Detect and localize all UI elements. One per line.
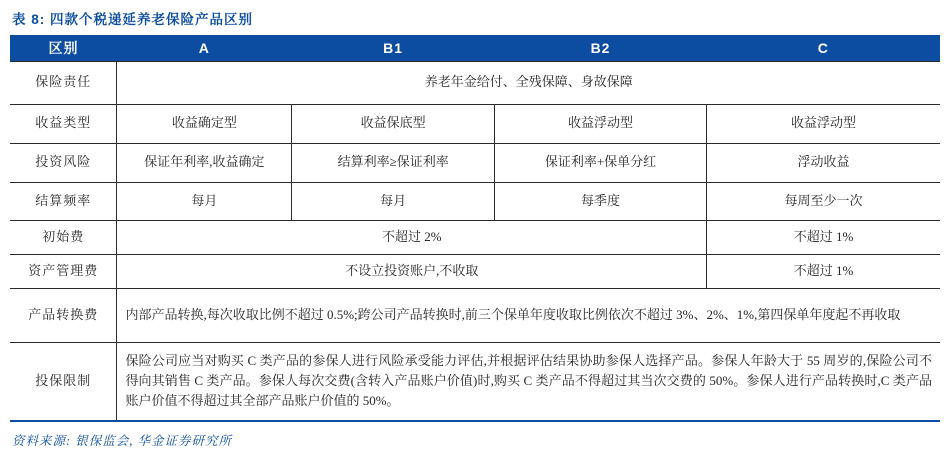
cell-settle-c: 每周至少一次	[707, 182, 940, 220]
cell-risk-b1: 结算利率≥保证利率	[292, 143, 495, 182]
cell-return-a: 收益确定型	[117, 104, 292, 143]
cell-risk-b2: 保证利率+保单分红	[495, 143, 707, 182]
header-cell-b1: B1	[292, 35, 495, 61]
row-label-initial-fee: 初始费	[10, 220, 117, 254]
cell-return-c: 收益浮动型	[707, 104, 940, 143]
cell-settle-b2: 每季度	[495, 182, 707, 220]
header-cell-b2: B2	[495, 35, 707, 61]
row-label-restriction: 投保限制	[10, 342, 117, 420]
row-restriction	[10, 342, 940, 420]
cell-return-b2: 收益浮动型	[495, 104, 707, 143]
row-return-type	[10, 104, 940, 143]
table-title: 表 8: 四款个税递延养老保险产品区别	[12, 12, 254, 27]
cell-conversion-fee-all: 内部产品转换,每次收取比例不超过 0.5%;跨公司产品转换时,前三个保单年度收取比例依次不超过 3%、2%、1%,第四保单年度起不再收取	[117, 288, 940, 342]
comparison-table	[10, 35, 940, 420]
cell-return-b1: 收益保底型	[292, 104, 495, 143]
header-row	[10, 35, 940, 61]
row-liability	[10, 61, 940, 104]
cell-risk-c: 浮动收益	[707, 143, 940, 182]
row-label-return-type: 收益类型	[10, 104, 117, 143]
row-label-mgmt-fee: 资产管理费	[10, 254, 117, 288]
cell-risk-a: 保证年利率,收益确定	[117, 143, 292, 182]
row-label-settlement: 结算频率	[10, 182, 117, 220]
row-label-liability: 保险责任	[10, 61, 117, 104]
cell-initial-fee-c: 不超过 1%	[707, 220, 940, 254]
row-label-risk: 投资风险	[10, 143, 117, 182]
comparison-table-container	[10, 35, 940, 422]
row-mgmt-fee	[10, 254, 940, 288]
cell-settle-b1: 每月	[292, 182, 495, 220]
cell-liability-all: 养老年金给付、全残保障、身故保障	[117, 61, 940, 104]
row-label-conversion-fee: 产品转换费	[10, 288, 117, 342]
cell-restriction-all: 保险公司应当对购买 C 类产品的参保人进行风险承受能力评估,并根据评估结果协助参保人选择产品。参保人年龄大于 55 周岁的,保险公司不得向其销售 C 类产品。参保人每次交费(含转入产品账户价值)时,购买 C 类产品不得超过其当次交费的 50%。参保人进行产品转换时,C 类产品账户价值不得超过其全部产品账户价值的 50%。	[117, 342, 940, 420]
source-note: 资料来源: 银保监会, 华金证券研究所	[12, 434, 233, 448]
row-settlement	[10, 182, 940, 220]
cell-settle-a: 每月	[117, 182, 292, 220]
header-cell-c: C	[707, 35, 940, 61]
cell-mgmt-fee-c: 不超过 1%	[707, 254, 940, 288]
header-cell-a: A	[117, 35, 292, 61]
row-conversion-fee	[10, 288, 940, 342]
header-cell-category: 区别	[10, 35, 117, 61]
row-initial-fee	[10, 220, 940, 254]
row-risk	[10, 143, 940, 182]
cell-mgmt-fee-ab: 不设立投资账户,不收取	[117, 254, 707, 288]
cell-initial-fee-ab: 不超过 2%	[117, 220, 707, 254]
